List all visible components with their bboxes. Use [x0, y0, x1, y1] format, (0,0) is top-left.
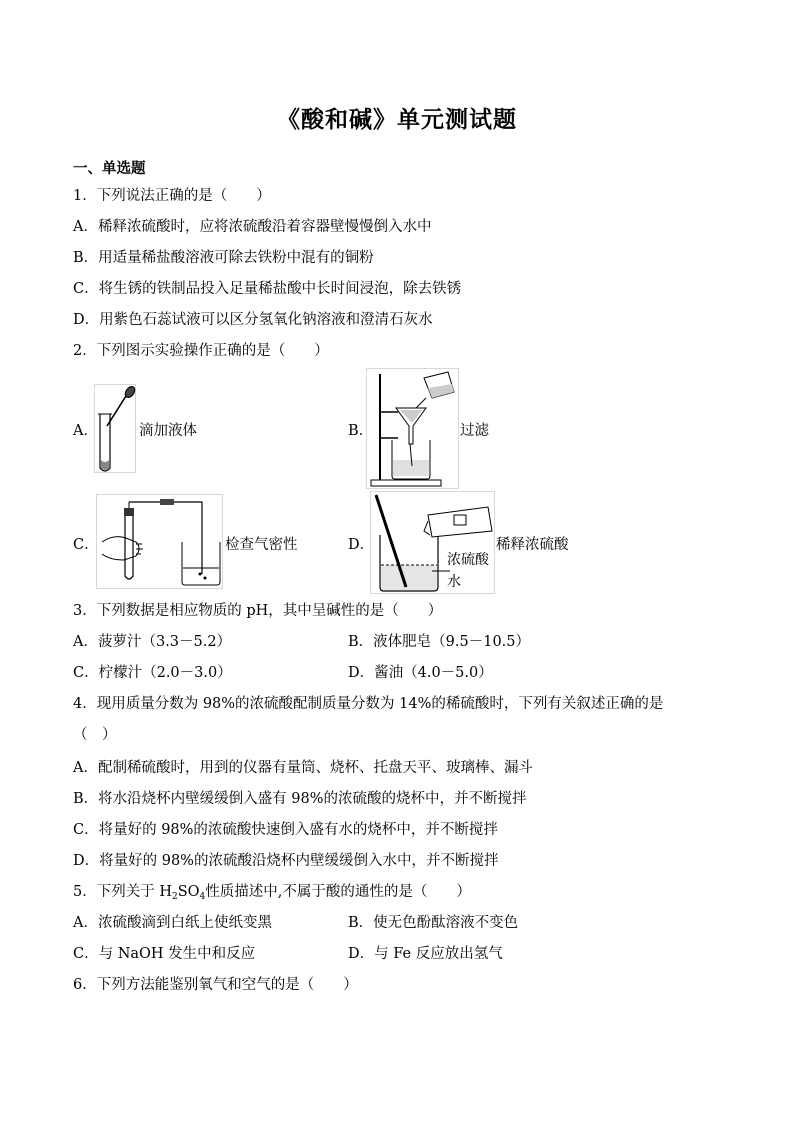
airtightness-figure	[96, 494, 224, 590]
question-5-stem-post: 性质描述中,不属于酸的通性的是（ ）	[205, 884, 471, 900]
question-4-option-a: A．配制稀硫酸时，用到的仪器有量筒、烧杯、托盘天平、玻璃棒、漏斗	[73, 760, 533, 776]
question-4-stem-continued: （ ）	[73, 727, 117, 743]
question-2-option-c-caption: 检查气密性	[225, 537, 298, 553]
subscript-4: 4	[199, 892, 206, 902]
question-2-option-b-caption: 过滤	[460, 423, 489, 439]
question-2-option-c-letter: C．	[73, 537, 99, 553]
question-5-option-b: B．使无色酚酞溶液不变色	[348, 915, 519, 931]
question-2-option-d-letter: D．	[348, 537, 375, 553]
question-1-option-c: C．将生锈的铁制品投入足量稀盐酸中长时间浸泡，除去铁锈	[73, 281, 462, 297]
question-2-option-a-caption: 滴加液体	[139, 423, 197, 439]
question-3-stem: 3．下列数据是相应物质的 pH，其中呈碱性的是（ ）	[73, 603, 443, 619]
question-3-option-c: C．柠檬汁（2.0－3.0）	[73, 665, 232, 681]
question-5-option-c: C．与 NaOH 发生中和反应	[73, 946, 256, 962]
question-2-stem: 2．下列图示实验操作正确的是（ ）	[73, 343, 329, 359]
question-2-option-d-caption: 稀释浓硫酸	[496, 537, 569, 553]
question-5-stem-pre: 5．下列关于 H	[73, 884, 172, 900]
question-3-option-a: A．菠萝汁（3.3－5.2）	[73, 634, 232, 650]
question-4-option-c: C．将量好的 98%的浓硫酸快速倒入盛有水的烧杯中，并不断搅拌	[73, 822, 498, 838]
question-1-stem: 1．下列说法正确的是（ ）	[73, 188, 271, 204]
question-1-option-a: A．稀释浓硫酸时，应将浓硫酸沿着容器壁慢慢倒入水中	[73, 219, 432, 235]
subscript-2: 2	[171, 892, 178, 902]
question-2-option-a-letter: A．	[73, 423, 98, 439]
question-1-option-d: D．用紫色石蕊试液可以区分氢氧化钠溶液和澄清石灰水	[73, 312, 433, 328]
question-5-stem-mid: SO	[177, 884, 200, 900]
label-concentrated-acid: 浓硫酸	[447, 552, 489, 568]
filtration-figure	[366, 368, 462, 490]
question-5-option-d: D．与 Fe 反应放出氢气	[348, 946, 503, 962]
question-5-option-a: A．浓硫酸滴到白纸上使纸变黑	[73, 915, 272, 931]
question-5-stem	[73, 882, 471, 907]
dropper-figure	[94, 384, 142, 476]
question-4-option-d: D．将量好的 98%的浓硫酸沿烧杯内壁缓缓倒入水中，并不断搅拌	[73, 853, 499, 869]
question-4-stem: 4．现用质量分数为 98%的浓硫酸配制质量分数为 14%的稀硫酸时，下列有关叙述正确的是	[73, 696, 664, 712]
page-title: 《酸和碱》单元测试题	[277, 106, 517, 133]
question-6-stem: 6．下列方法能鉴别氧气和空气的是（ ）	[73, 977, 358, 993]
section-heading: 一、单选题	[73, 160, 146, 177]
question-4-option-b: B．将水沿烧杯内壁缓缓倒入盛有 98%的浓硫酸的烧杯中，并不断搅拌	[73, 791, 527, 807]
label-water: 水	[447, 574, 461, 590]
question-2-option-b-letter: B．	[348, 423, 374, 439]
question-1-option-b: B．用适量稀盐酸溶液可除去铁粉中混有的铜粉	[73, 250, 374, 266]
question-3-option-d: D．酱油（4.0－5.0）	[348, 665, 493, 681]
question-3-option-b: B．液体肥皂（9.5－10.5）	[348, 634, 530, 650]
dilution-figure	[370, 491, 496, 595]
